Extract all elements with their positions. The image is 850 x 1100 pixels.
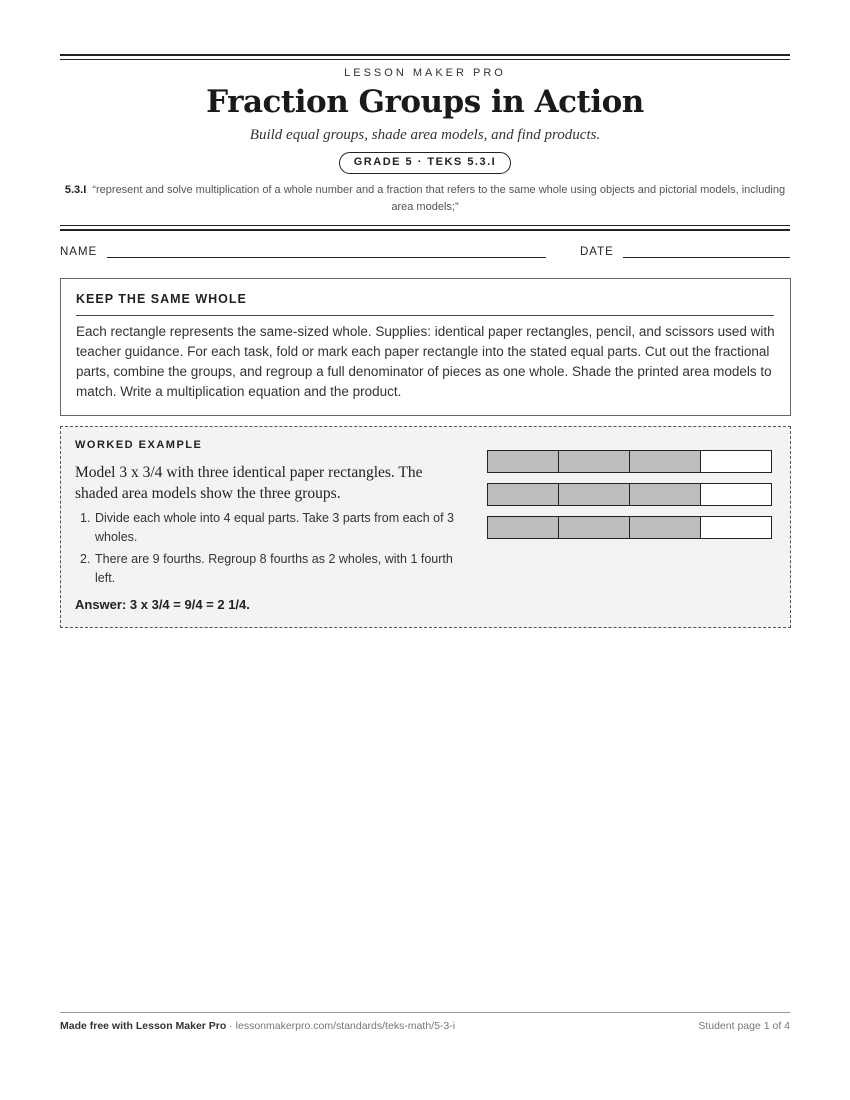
standard-text: “represent and solve multiplication of a whole number and a fraction that refers to the same whole using objects and pictorial models, including area models;” bbox=[92, 184, 786, 213]
area-model-part-shaded bbox=[559, 484, 630, 505]
page-subtitle: Build equal groups, shade area models, and find products. bbox=[249, 127, 601, 143]
page-title: Fraction Groups in Action bbox=[206, 84, 644, 120]
standard-code: 5.3.I bbox=[64, 184, 87, 196]
name-field[interactable] bbox=[107, 257, 546, 258]
area-model-part bbox=[701, 484, 771, 505]
step-text: There are 9 fourths. Regroup 8 fourths as 2 wholes, with 1 fourth left. bbox=[95, 552, 453, 585]
footer-made-with: Made free with Lesson Maker Pro bbox=[60, 1020, 227, 1032]
footer-separator: · bbox=[226, 1020, 236, 1032]
worksheet-page bbox=[60, 0, 790, 1100]
area-models bbox=[487, 450, 772, 549]
area-model-part-shaded bbox=[488, 517, 559, 538]
worked-example-lead: Model 3 x 3/4 with three identical paper rectangles. The shaded area models show the three groups. bbox=[75, 464, 423, 502]
step-text: Divide each whole into 4 equal parts. Take 3 parts from each of 3 wholes. bbox=[95, 511, 455, 544]
area-model-part-shaded bbox=[630, 517, 701, 538]
name-label: NAME bbox=[60, 246, 98, 258]
area-model bbox=[487, 516, 772, 539]
worked-example-answer: Answer: 3 x 3/4 = 9/4 = 2 1/4. bbox=[75, 597, 250, 612]
same-whole-instructions: Each rectangle represents the same-sized whole. Supplies: identical paper rectangles, pencil, and scissors used with teacher guidance. For each task, fold or mark each paper rectangle into the stated equal parts. Cut out the fractional parts, combine the groups, and regroup a full denominator of pieces as one whole. Shade the printed area models to match. Write a multiplication equation and the product. bbox=[76, 324, 775, 399]
footer-page-info: Student page 1 of 4 bbox=[698, 1020, 790, 1032]
step-item bbox=[75, 509, 465, 547]
area-model-part-shaded bbox=[559, 451, 630, 472]
area-model-part bbox=[701, 517, 771, 538]
area-model-part bbox=[701, 451, 771, 472]
date-field[interactable] bbox=[623, 257, 790, 258]
brand-name: LESSON MAKER PRO bbox=[344, 67, 506, 79]
area-model-part-shaded bbox=[630, 484, 701, 505]
name-date-row bbox=[60, 246, 790, 260]
footer-url[interactable]: lessonmakerpro.com/standards/teks-math/5-3-i bbox=[235, 1020, 456, 1032]
header-bottom-rule bbox=[60, 225, 790, 231]
same-whole-heading: KEEP THE SAME WHOLE bbox=[76, 292, 247, 306]
worked-example-label: WORKED EXAMPLE bbox=[75, 439, 203, 451]
area-model bbox=[487, 450, 772, 473]
same-whole-box bbox=[60, 278, 791, 416]
area-model-part-shaded bbox=[559, 517, 630, 538]
area-model-part-shaded bbox=[630, 451, 701, 472]
step-number: 1. bbox=[80, 511, 91, 525]
grade-badge: GRADE 5 · TEKS 5.3.I bbox=[339, 152, 511, 174]
worked-example-box bbox=[60, 426, 791, 628]
same-whole-divider bbox=[76, 315, 774, 316]
footer-credit bbox=[60, 1020, 455, 1032]
header-top-rule bbox=[60, 54, 790, 60]
step-number: 2. bbox=[80, 552, 91, 566]
step-item bbox=[75, 550, 465, 588]
area-model-part-shaded bbox=[488, 484, 559, 505]
area-model-part-shaded bbox=[488, 451, 559, 472]
date-label: DATE bbox=[580, 246, 614, 258]
footer-rule bbox=[60, 1012, 790, 1013]
standard-statement bbox=[60, 182, 790, 216]
worked-example-steps bbox=[75, 509, 465, 591]
area-model bbox=[487, 483, 772, 506]
